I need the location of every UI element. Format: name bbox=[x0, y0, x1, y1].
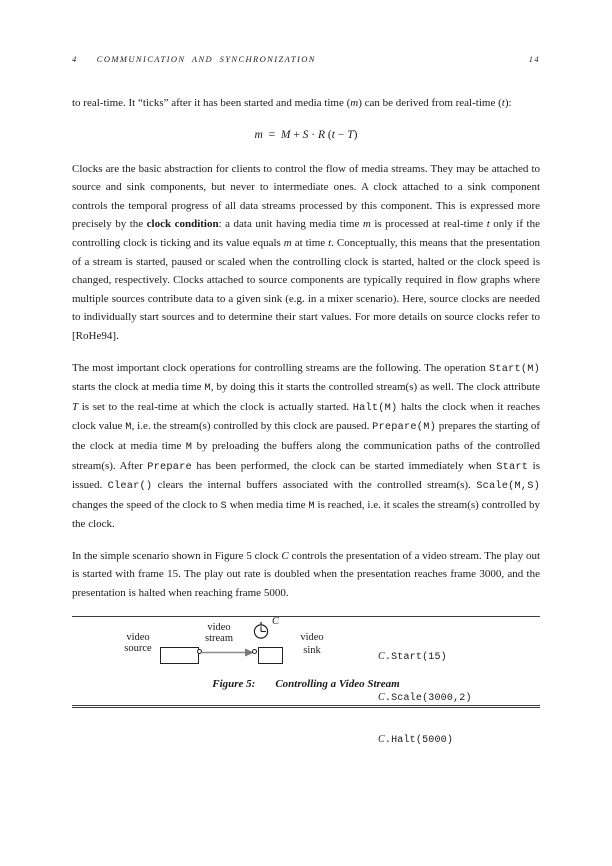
code-line: C.Scale(3000,2) bbox=[378, 692, 472, 705]
paragraph-4: In the simple scenario shown in Figure 5 clock C controls the presentation of a video stream. The play out is started with frame 15. The play out rate is doubled when the presentation reaches frame 3000, and the presentation is halted when reaching frame 5000. bbox=[72, 549, 541, 600]
code-line: C.Start(15) bbox=[378, 650, 447, 663]
video-stream-label: video stream bbox=[205, 621, 233, 644]
clock-code-block bbox=[378, 623, 472, 775]
body-text bbox=[72, 94, 540, 603]
running-head bbox=[72, 54, 540, 64]
paragraph-1: to real-time. It “ticks” after it has been started and media time (m) can be derived from real-time (t): bbox=[72, 97, 512, 109]
running-title: COMMUNICATION AND SYNCHRONIZATION bbox=[96, 54, 316, 64]
paragraph-3: The most important clock operations for controlling streams are the following. The operation Start(M) starts the clock at media time M, by doing this it starts the controlled stream(s) as well. The clock attribute T is set to the real-time at which the clock is actually started. Halt(M) halts the clock when it reaches clock value M, i.e. the stream(s) controlled by this clock are paused. Prepare(M) prepares the starting of the clock at media time M by preloading the buffers along the communication paths of the controlled stream(s). After Prepare has been performed, the clock can be started immediately when Start is issued. Clear() clears the internal buffers associated with the controlled stream(s). Scale(M,S) changes the speed of the clock to S when media time M is reached, i.e. it scales the stream(s) controlled by the clock. bbox=[72, 361, 541, 531]
code-line: C.Halt(5000) bbox=[378, 733, 454, 746]
figure-caption-text: Controlling a Video Stream bbox=[275, 677, 400, 690]
section-number: 4 bbox=[72, 54, 77, 64]
clock-icon bbox=[252, 621, 271, 640]
page-number: 14 bbox=[528, 54, 540, 64]
video-sink-label: video sink bbox=[300, 631, 324, 657]
video-sink-box bbox=[258, 647, 283, 664]
running-head-left bbox=[72, 54, 316, 64]
clock-label: C bbox=[272, 615, 280, 627]
sink-port-icon bbox=[252, 649, 257, 654]
formula: m = M + S · R (t − T) bbox=[254, 128, 358, 141]
figure-panel bbox=[72, 615, 540, 746]
paragraph-2: Clocks are the basic abstraction for clients to control the flow of media streams. They may be attached to source and sink components, but never to intermediate ones. A clock attached to a sink component controls the temporal progress of all data streams processed by this component. This is expressed more precisely by the clock condition: a data unit having media time m is processed at real-time t only if the controlling clock is ticking and its value equals m at time t. Conceptually, this means that the presentation of a stream is started, paused or scaled when the controlling clock is started, halted or the clock speed is changed, respectively. Clocks attached to source components are typically required in flow graphs where multiple sources contribute data to a given sink (e.g. in a mixer scenario). Here, source clocks are needed to individually start sources and to determine their start values. For more details on source clocks refer to [RoHe94]. bbox=[72, 162, 540, 342]
video-source-box bbox=[160, 647, 199, 664]
video-source-label: video source bbox=[124, 631, 152, 654]
stream-arrow-icon bbox=[202, 648, 254, 657]
figure-caption-label: Figure 5: bbox=[212, 677, 256, 690]
